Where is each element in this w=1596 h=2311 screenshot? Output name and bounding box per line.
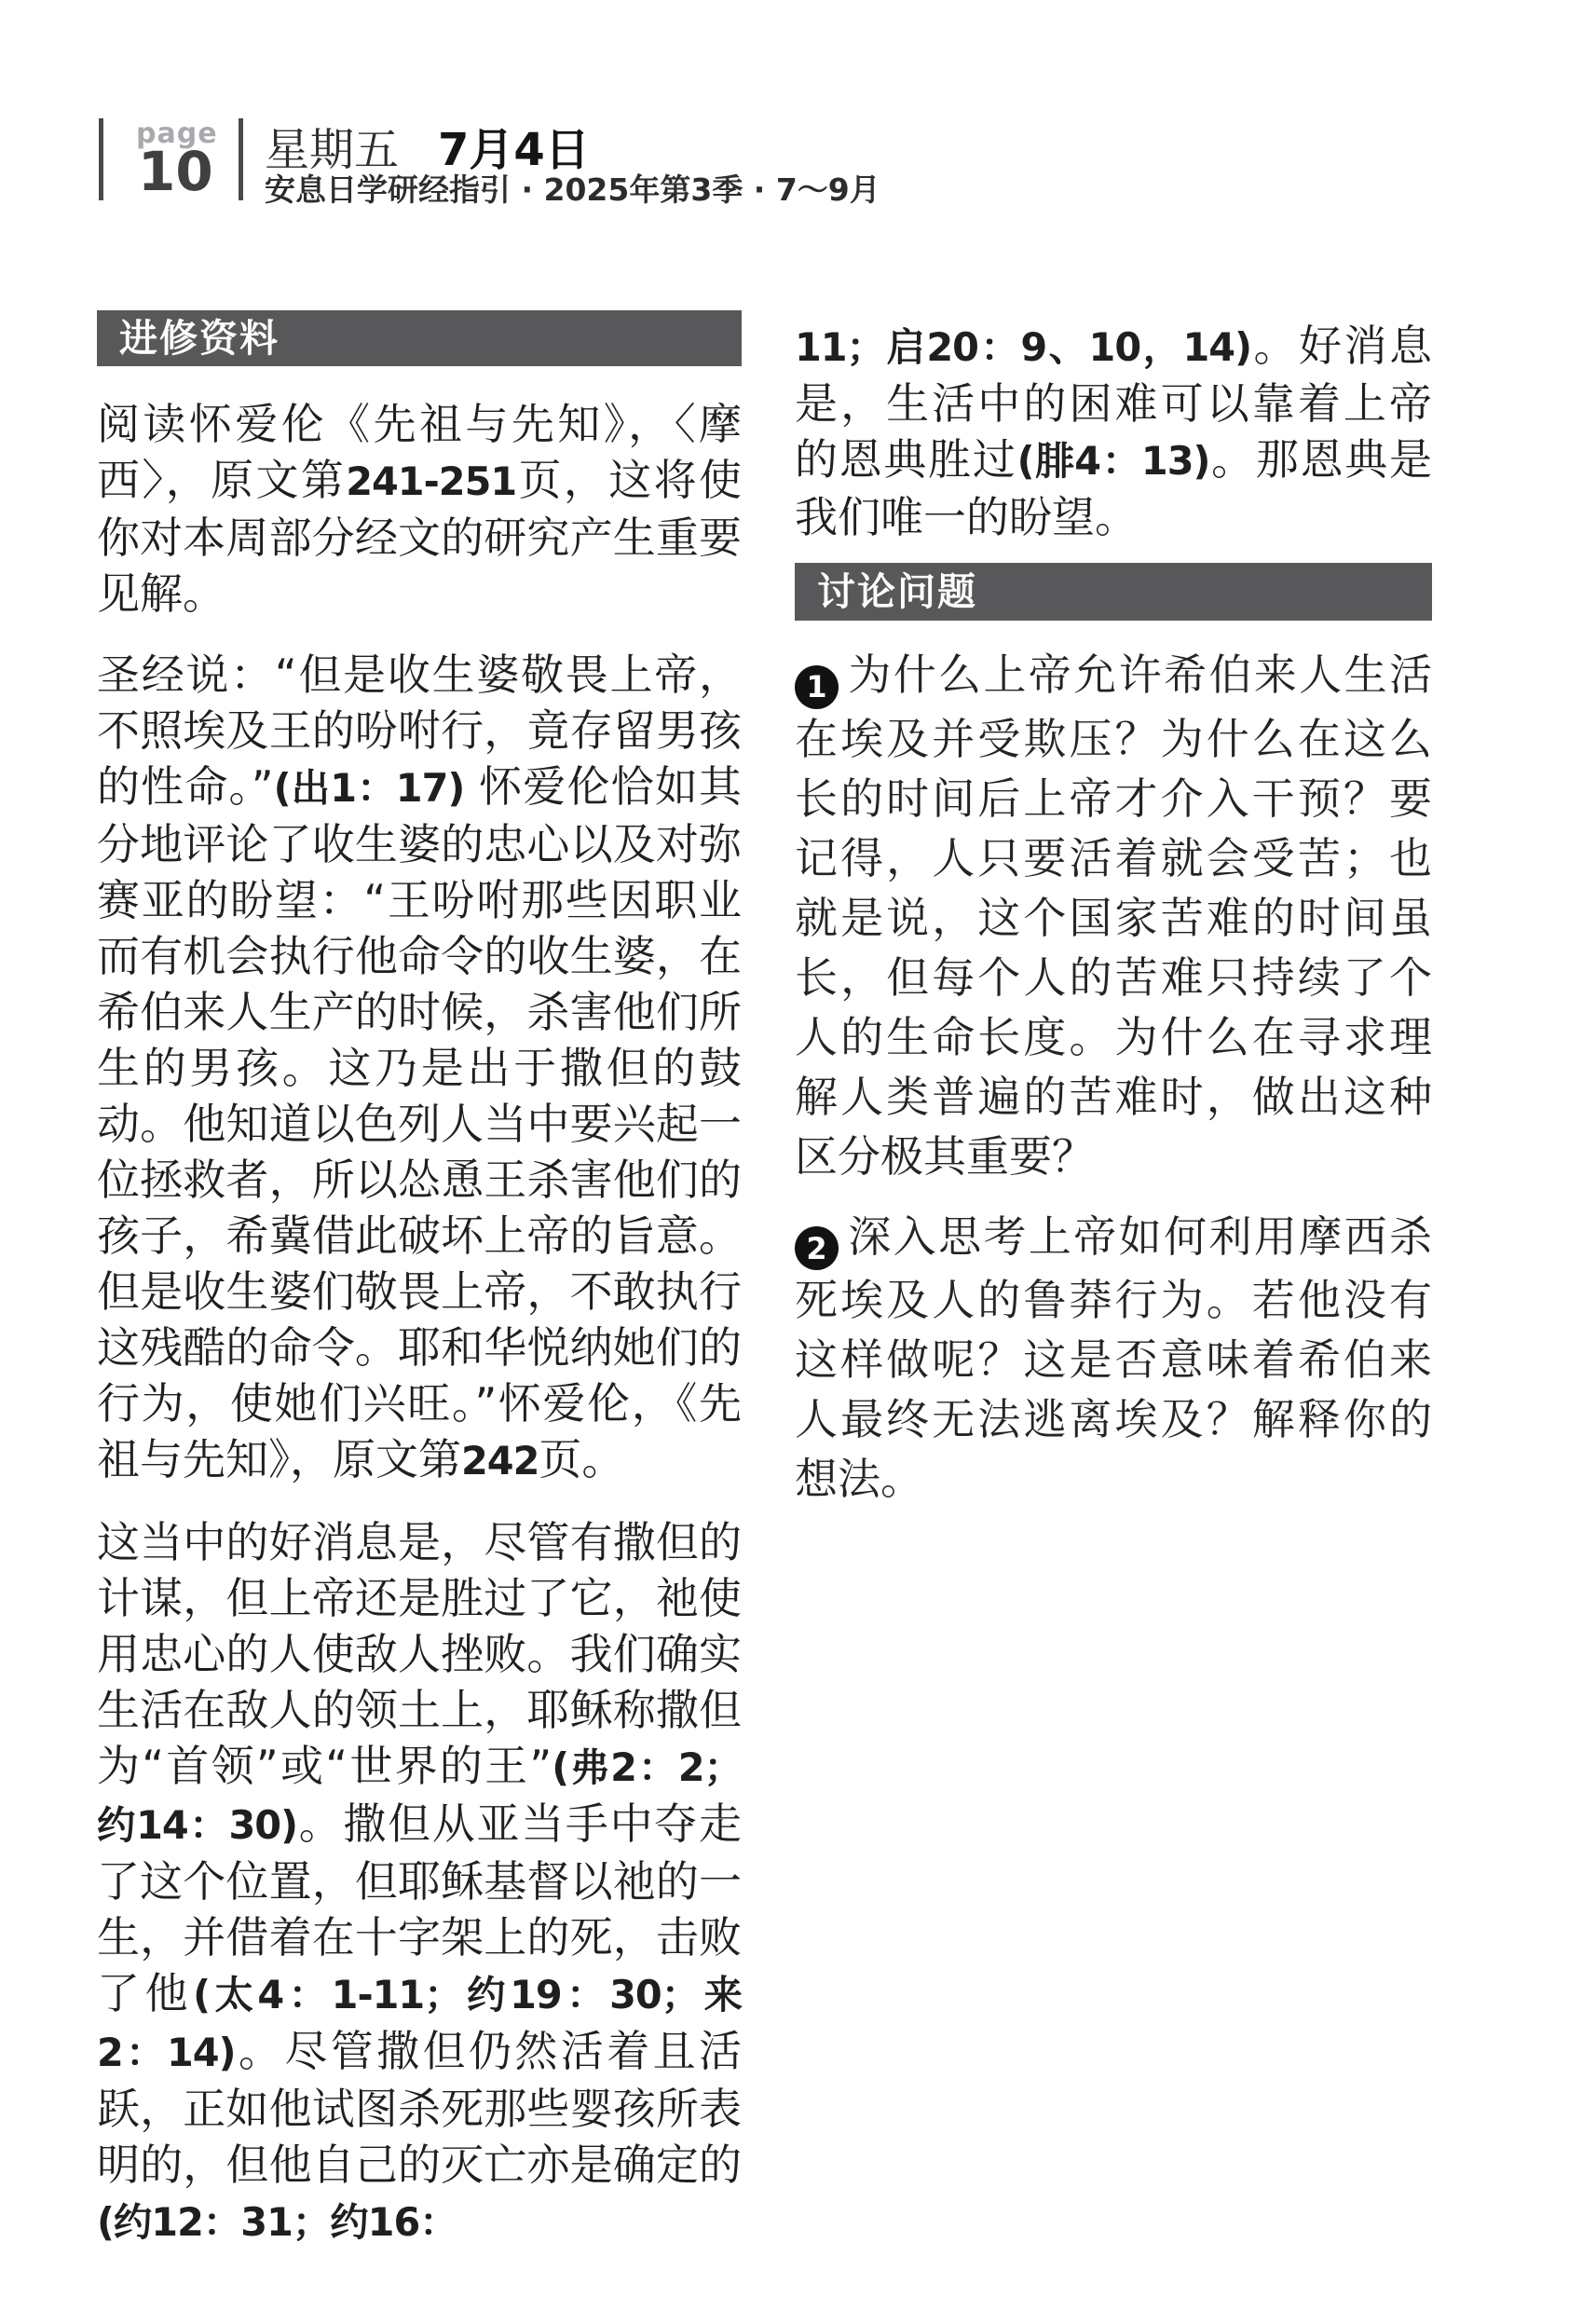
weekday-label: 星期五 xyxy=(265,124,400,176)
study-paragraph-continuation: 11；启20：9、10，14)。好消息是，生活中的困难可以靠着上帝的恩典胜过(腓4：13)。那恩典是我们唯一的盼望。 xyxy=(795,321,1433,542)
section-title: 讨论问题 xyxy=(817,569,977,614)
edition-subtitle: 安息日学研经指引 · 2025年第3季 · 7～9月 xyxy=(265,171,880,208)
question-number-badge: 2 xyxy=(795,1226,839,1270)
study-paragraph-1: 阅读怀爱伦《先祖与先知》，〈摩西〉，原文第241-251页，这将使你对本周部分经文的研究产生重要见解。 xyxy=(97,399,743,619)
page-label: page xyxy=(136,117,218,150)
section-header-discussion-questions xyxy=(795,563,1432,621)
left-column xyxy=(97,310,742,2276)
section-header-study-material xyxy=(97,310,742,366)
discussion-question-1 xyxy=(795,645,1432,1186)
question-number-badge: 1 xyxy=(795,665,839,709)
question-text: 深入思考上帝如何利用摩西杀死埃及人的鲁莽行为。若他没有这样做呢？这是否意味着希伯来人最终无法逃离埃及？解释你的想法。 xyxy=(795,1210,1432,1504)
header-right-rule xyxy=(239,118,243,200)
right-column xyxy=(795,310,1432,1509)
question-text: 为什么上帝允许希伯来人生活在埃及并受欺压？为什么在这么长的时间后上帝才介入干预？要记得，人只要活着就会受苦；也就是说，这个国家苦难的时间虽长，但每个人的苦难只持续了个人的生命长度。为什么在寻求理解人类普遍的苦难时，做出这种区分极其重要？ xyxy=(795,650,1432,1182)
study-paragraph-2: 圣经说：“但是收生婆敬畏上帝，不照埃及王的吩咐行，竟存留男孩的性命。”(出1：17) 怀爱伦恰如其分地评论了收生婆的忠心以及对弥赛亚的盼望：“王吩咐那些因职业而有机会执行他命令的收生婆，在希伯来人生产的时候，杀害他们所生的男孩。这乃是出于撒但的鼓动。他知道以色列人当中要兴起一位拯救者，所以怂恿王杀害他们的孩子，希冀借此破坏上帝的旨意。但是收生婆们敬畏上帝，不敢执行这残酷的命令。耶和华悦纳她们的行为，使她们兴旺。”怀爱伦，《先祖与先知》，原文第242页。 xyxy=(97,650,742,1484)
header-left-rule xyxy=(99,118,103,200)
discussion-question-2 xyxy=(795,1207,1432,1510)
date-label: 7月4日 xyxy=(438,124,590,176)
page-number: 10 xyxy=(138,140,213,203)
study-paragraph-3: 这当中的好消息是，尽管有撒但的计谋，但上帝还是胜过了它，祂使用忠心的人使敌人挫败。我们确实生活在敌人的领土上，耶稣称撒但为“首领”或“世界的王”(弗2：2；约14：30)。撒但从亚当手中夺走了这个位置，但耶稣基督以祂的一生，并借着在十字架上的死，击败了他(太4：1-11；约19：30；来2：14)。尽管撒但仍然活着且活跃，正如他试图杀死那些婴孩所表明的，但他自己的灭亡亦是确定的 (约12：31；约16： xyxy=(97,1517,743,2245)
section-title: 进修资料 xyxy=(119,316,280,361)
